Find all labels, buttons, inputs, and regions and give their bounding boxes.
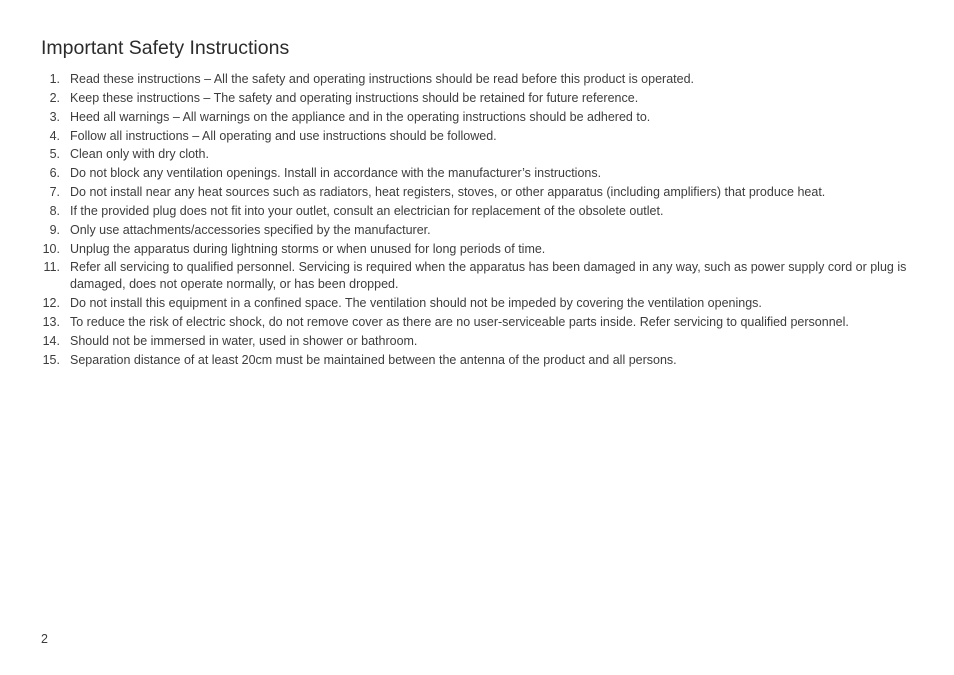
- instruction-number: 1.: [49, 72, 60, 86]
- instruction-item-2: [0, 90, 954, 107]
- instruction-item-7: [0, 184, 954, 201]
- instruction-text: Do not install near any heat sources such as radiators, heat registers, stoves, or other apparatus (including amplifiers) that produce heat.: [70, 185, 826, 200]
- instruction-item-4: [0, 128, 954, 145]
- instruction-text: Only use attachments/accessories specified by the manufacturer.: [70, 222, 431, 237]
- instruction-number: 15.: [42, 352, 60, 367]
- instruction-text: Heed all warnings – All warnings on the appliance and in the operating instructions should be adhered to.: [70, 109, 651, 124]
- instruction-text: Do not block any ventilation openings. Install in accordance with the manufacturer’s instructions.: [70, 166, 602, 181]
- instruction-text: Follow all instructions – All operating and use instructions should be followed.: [70, 128, 497, 143]
- instruction-text: Do not install this equipment in a confined space. The ventilation should not be impeded by covering the ventilation openings.: [70, 296, 762, 311]
- instruction-number: 14.: [42, 333, 60, 348]
- instruction-item-1: [0, 71, 954, 88]
- instruction-item-3: [0, 109, 954, 126]
- instruction-text: Clean only with dry cloth.: [70, 147, 209, 162]
- instruction-number: 13.: [42, 315, 60, 330]
- instruction-number: 2.: [49, 90, 60, 105]
- safety-instruction-list: [0, 71, 954, 371]
- instruction-number: 10.: [42, 241, 60, 256]
- instruction-number: 8.: [49, 203, 60, 218]
- instruction-number: 9.: [49, 222, 60, 237]
- instruction-number: 11.: [43, 260, 60, 275]
- instruction-text: Unplug the apparatus during lightning storms or when unused for long periods of time.: [70, 241, 546, 256]
- instruction-number: 7.: [49, 185, 60, 200]
- page-number: 2: [41, 632, 48, 646]
- instruction-number: 6.: [49, 166, 60, 181]
- instruction-text: Refer all servicing to qualified personnel. Servicing is required when the apparatus has been damaged in any way, such as power supply cord or plug is damaged, does not operate normally, or has been dropped.: [70, 260, 907, 292]
- instruction-text: Separation distance of at least 20cm must be maintained between the antenna of the product and all persons.: [70, 352, 677, 367]
- page-title: Important Safety Instructions: [41, 37, 290, 59]
- instruction-item-8: [0, 203, 954, 220]
- instruction-item-11: [0, 259, 954, 293]
- instruction-text: Keep these instructions – The safety and operating instructions should be retained for future reference.: [70, 90, 639, 105]
- instruction-text: If the provided plug does not fit into your outlet, consult an electrician for replacement of the obsolete outlet.: [70, 203, 664, 218]
- instruction-number: 12.: [42, 296, 60, 311]
- instruction-text: Should not be immersed in water, used in shower or bathroom.: [70, 333, 418, 348]
- instruction-text: To reduce the risk of electric shock, do not remove cover as there are no user-serviceable parts inside. Refer servicing to qualified personnel.: [70, 315, 849, 330]
- instruction-number: 3.: [49, 109, 60, 124]
- instruction-item-6: [0, 165, 954, 182]
- instruction-number: 4.: [49, 128, 60, 143]
- instruction-item-14: [0, 333, 954, 350]
- instruction-item-15: [0, 352, 954, 369]
- instruction-item-13: [0, 314, 954, 331]
- instruction-item-12: [0, 295, 954, 312]
- instruction-item-9: [0, 222, 954, 239]
- instruction-text: Read these instructions – All the safety and operating instructions should be read before this product is operated.: [70, 72, 694, 86]
- instruction-item-5: [0, 146, 954, 163]
- instruction-item-10: [0, 241, 954, 258]
- instruction-number: 5.: [49, 147, 60, 162]
